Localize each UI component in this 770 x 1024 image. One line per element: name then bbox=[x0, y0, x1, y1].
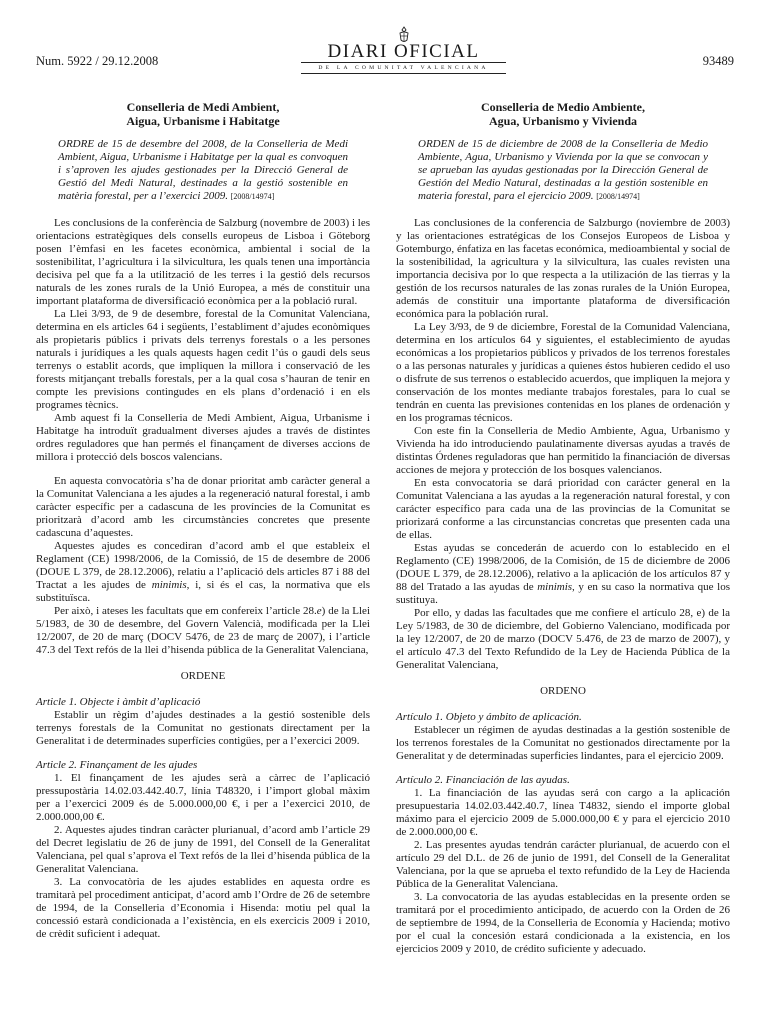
department-line-2: Aigua, Urbanisme i Habitatge bbox=[126, 114, 280, 128]
page-number: 93489 bbox=[702, 54, 734, 68]
page-header bbox=[36, 26, 734, 74]
paragraph-3: Amb aquest fi la Conselleria de Medi Ambient, Aigua, Urbanisme i Habitatge ha introduït gradualment diverses ajudes a través de distintes ordres reguladores que han permés el finançament de diverses accions de millora i protecció dels boscos valencians. bbox=[36, 412, 370, 463]
order-reference: [2008/14974] bbox=[596, 192, 640, 201]
department-heading bbox=[36, 100, 370, 128]
paragraph-1: Las conclusiones de la conferencia de Salzburgo (noviembre de 2003) y las orientaciones estratégicas de los Consejos Europeos de Lisboa y Gotemburgo, énfatiza en las facetas económica, medioambiental y social de la sostenibilidad, la agricultura y la silvicultura, las cuales revisten una importancia decisiva por lo que respecta a la utilización de las tierras y la gestión de los recursos naturales de las zonas rurales de la Unión Europea, además de constituir una importante plataforma de diversificación económica para la población rural. bbox=[396, 217, 730, 320]
article-2-paragraph-2: 2. Las presentes ayudas tendrán carácter plurianual, de acuerdo con el artículo 29 del D.L. de 26 de junio de 1991, del Consell de la Generalitat Valenciana, por la que se aprueba el texto refundido de la Ley de Hacienda Pública de la Generalitat Valenciana. bbox=[396, 839, 730, 890]
order-title-text: ORDEN de 15 de diciembre de 2008 de la Conselleria de Medio Ambiente, Agua, Urbanismo y Vivienda por la que se convocan y se aprueban las ayudas gestionadas por la Dirección General de Gestión del Medio Natural, destinadas a la gestión sostenible en materia forestal, para el ejercicio 2009. bbox=[418, 138, 708, 202]
paragraph-6 bbox=[36, 605, 370, 657]
paragraph-6-emphasis: e bbox=[316, 605, 322, 617]
paragraph-5 bbox=[36, 540, 370, 605]
column-valencian bbox=[36, 100, 370, 941]
paragraph-3: Con este fin la Conselleria de Medio Ambiente, Agua, Urbanismo y Vivienda ha ido introduciendo paulatinamente diversas ayudas a través de distintas Órdenes reguladoras que han permitido la financiación de diversas acciones de mejora y protección de los bosques valencianos. bbox=[396, 425, 730, 476]
issue-number: Num. 5922 / 29.12.2008 bbox=[36, 54, 159, 68]
journal-masthead bbox=[301, 26, 506, 74]
article-2-title: Artículo 2. Financiación de las ayudas. bbox=[396, 774, 570, 786]
ordene-heading: ORDENE bbox=[180, 670, 226, 682]
paragraph-5-emphasis: minimis, bbox=[537, 581, 575, 593]
article-1-title: Article 1. Objecte i àmbit d’aplicació bbox=[36, 696, 201, 708]
paragraph-5-text-b: i, si és el cas, la normativa que els substituïsca. bbox=[36, 579, 370, 604]
order-title bbox=[418, 138, 708, 203]
order-title bbox=[58, 138, 348, 203]
paragraph-5-text-b: y en su caso la normativa que los sustituya. bbox=[396, 581, 730, 606]
paragraph-5 bbox=[396, 542, 730, 607]
ordeno-heading: ORDENO bbox=[540, 685, 586, 697]
article-1-text: Establir un règim d’ajudes destinades a la gestió sostenible dels terrenys forestals de la Comunitat no gestionats directament per la Generalitat i de determinades superfícies contigües, per a l’exercici 2009. bbox=[36, 709, 370, 747]
column-spanish bbox=[396, 100, 730, 956]
article-2-paragraph-1: 1. El finançament de les ajudes serà a càrrec de l’aplicació pressupostària 14.02.03.442.40.7, línia T48320, i l’import global màxim per a l’exercici 2009 és de 5.000.000,00 €, i per a l’exercici 2010, de 2.000.000,00 €. bbox=[36, 772, 370, 823]
order-title-text: ORDRE de 15 de desembre del 2008, de la Conselleria de Medi Ambient, Aigua, Urbanisme i Habitatge per la qual es convoquen i s’aproven les ajudes gestionades per la Direcció General de Gestió del Medi Natural, destinades a la gestió sostenible en matèria forestal, per a l’exercici 2009. bbox=[58, 138, 348, 202]
paragraph-4: En aquesta convocatòria s’ha de donar prioritat amb caràcter general a la Comunitat Valenciana a les ajudes a la regeneració natural forestal, i amb caràcter específic per a cadascuna de les províncies de la Comunitat es prioritzarà d’acord amb les circumstàncies concretes que presente cadascuna d’aquestes. bbox=[36, 475, 370, 539]
article-2-paragraph-2: 2. Aquestes ajudes tindran caràcter plurianual, d’acord amb l’article 29 del Decret legislatiu de 26 de juny de 1991, del Consell de la Generalitat Valenciana, pel qual s’aprova el Text refós de la llei d’hisenda pública de la Generalitat Valenciana. bbox=[36, 824, 370, 875]
article-2-title: Article 2. Finançament de les ajudes bbox=[36, 759, 198, 771]
paragraph-6: Por ello, y dadas las facultades que me confiere el artículo 28, e) de la Ley 5/1983, de 30 de diciembre, del Gobierno Valenciano, modificada por la ley 12/2007, de 20 de marzo (DOCV 5.476, de 23 de marzo de 2007), y el artículo 47.3 del Texto Refundido de la Ley de Hacienda Pública de la Generalitat Valenciana, bbox=[396, 607, 730, 671]
paragraph-2: La Llei 3/93, de 9 de desembre, forestal de la Comunitat Valenciana, determina en els articles 64 i següents, l’establiment d’ajudes econòmiques als propietaris públics i privats dels terrenys forestals o a les persones naturals i jurídiques a les quals aquests hagen cedit l’ús o gaudi dels seus terrenys o establit acords, que impliquen la millora i conservació de les forests mitjançant treballs forestals, per a la qual cosa s’hauran de tenir en compte les previsions contingudes en els plans d’ordenació i en els programes tècnics. bbox=[36, 308, 370, 411]
article-1-title: Artículo 1. Objeto y ámbito de aplicación. bbox=[396, 711, 582, 723]
masthead-rule-bottom bbox=[301, 73, 506, 74]
article-1-text: Establecer un régimen de ayudas destinadas a la gestión sostenible de los terrenos forestales de la Comunitat no gestionados directamente por la Generalitat y de determinadas superficies lindantes, para el ejercicio 2009. bbox=[396, 724, 730, 762]
paragraph-5-emphasis: minimis, bbox=[151, 579, 190, 591]
paragraph-6-text-a: Per això, i ateses les facultats que em confereix l’article 28. bbox=[54, 605, 317, 617]
paragraph-6-text-b: ) de la Llei 5/1983, de 30 de desembre, del Govern Valencià, modificada per la Llei 12/2007, de 20 de març (DOCV 5476, de 23 de març de 2007), i l’article 47.3 del Text refós de la llei d’hisenda pública de la Generalitat Valenciana, bbox=[36, 605, 370, 656]
paragraph-1: Les conclusions de la conferència de Salzburg (novembre de 2003) i les orientacions estratègiques dels consells europeus de Lisboa i Göteborg posen l’èmfasi en les facetes econòmica, ambiental i social de la sostenibilitat, l’agricultura i la silvicultura, les quals tenen una importància decisiva pel que fa a la utilització de les terres i la gestió dels recursos naturals de les zones rurals de la Unió Europea, a més de constituir una important plataforma de diversificació econòmica per a la població rural. bbox=[36, 217, 370, 307]
paragraph-4: En esta convocatoria se dará prioridad con carácter general en la Comunitat Valenciana a las ayudas a la regeneración natural forestal, y con carácter específico para cada una de las provincias de la Comunitat se priorizará conforme a las circunstancias concretas que presenten cada una de ellas. bbox=[396, 477, 730, 541]
masthead-rule-top bbox=[301, 62, 506, 63]
paragraph-5-text-a: Aquestes ajudes es concediran d’acord amb el que estableix el Reglament (CE) 1998/2006, de la Comissió, de 15 de desembre de 2006 (DOUE L 379, de 28.12.2006), relatiu a l’aplicació dels articles 87 i 88 del Tractat a les ajudes de bbox=[36, 540, 370, 591]
department-line-2: Agua, Urbanismo y Vivienda bbox=[488, 114, 638, 128]
department-line-1: Conselleria de Medi Ambient, bbox=[126, 100, 280, 114]
journal-subtitle: DE LA COMUNITAT VALENCIANA bbox=[318, 65, 489, 71]
article-2-paragraph-3: 3. La convocatoria de las ayudas establecidas en la presente orden se tramitará por el procedimiento anticipado, de acuerdo con la Orden de 26 de septiembre de 1994, de la Conselleria de Economía y Hacienda; motivo por el cual la concesión estará condicionada a la existencia, en los ejercicios 2009 y 2010, de crédito suficiente y adecuado. bbox=[396, 891, 730, 955]
department-line-1: Conselleria de Medio Ambiente, bbox=[481, 100, 645, 114]
department-heading bbox=[396, 100, 730, 128]
order-reference: [2008/14974] bbox=[230, 192, 275, 201]
paragraph-2: La Ley 3/93, de 9 de diciembre, Forestal de la Comunidad Valenciana, determina en los artículos 64 y siguientes, el establecimiento de ayudas económicas a los propietarios públicos y privados de los terrenos forestales o a las personas naturales y jurídicas a quienes éstos hubieren cedido el uso o disfrute de sus terrenos o establecido acuerdos, que impliquen la mejora y conservación de los montes mediante trabajos forestales, para lo cual se tendrán en cuenta las previsiones contenidas en los planes de ordenación y en los programas técnicos. bbox=[396, 321, 730, 424]
paragraph-5-text-a: Estas ayudas se concederán de acuerdo con lo establecido en el Reglamento (CE) 1998/2006, de la Comisión, de 15 de diciembre de 2006 (DOUE L 379, de 28.12.2006), relativo a la aplicación de los artículos 87 y 88 del Tratado a las ayudas de bbox=[396, 542, 730, 593]
article-2-paragraph-3: 3. La convocatòria de les ajudes establides en aquesta ordre es tramitarà pel procediment anticipat, d’acord amb l’Ordre de 26 de setembre de 1994, de la Conselleria d’Economia i Hisenda: motiu pel qual la concessió estarà condicionada a l’existència, en els exercicis 2009 i 2010, de crèdit suficient i adequat. bbox=[36, 876, 370, 940]
article-2-paragraph-1: 1. La financiación de las ayudas será con cargo a la aplicación presupuestaria 14.02.03.442.40.7, línea T4832, siendo el importe global máximo para el ejercicio 2009 de 5.000.000,00 € y para el ejercicio 2010 de 2.000.000,00 €. bbox=[396, 787, 730, 838]
journal-title: DIARI OFICIAL bbox=[327, 41, 480, 62]
